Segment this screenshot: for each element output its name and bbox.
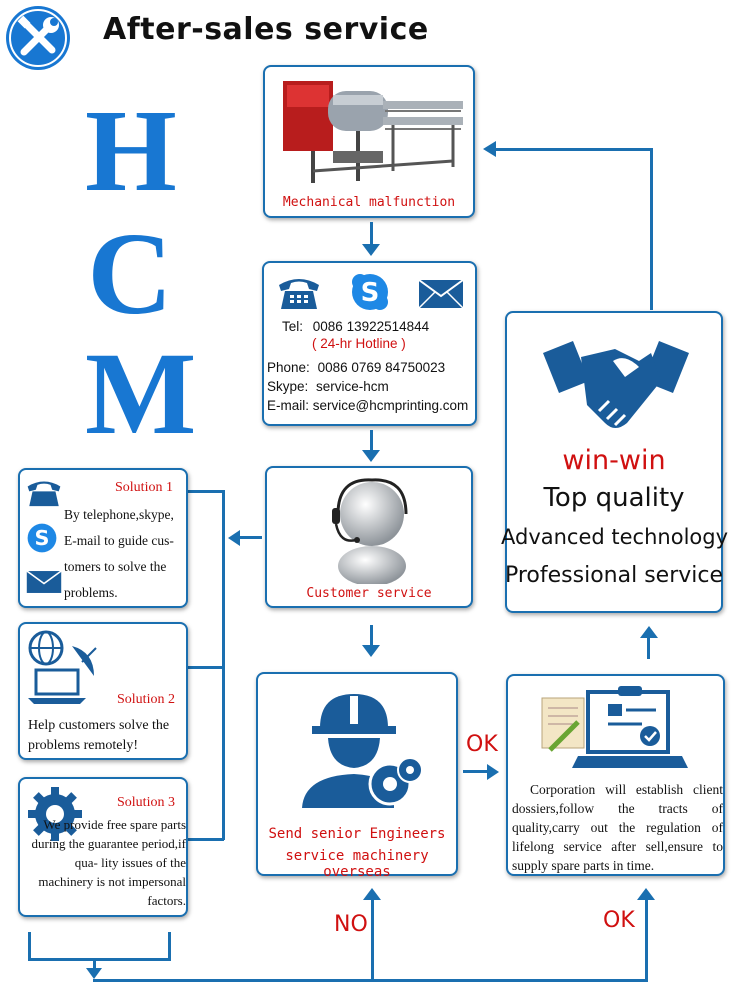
bracket-line: [188, 838, 224, 841]
winwin-line-3: Professional service: [504, 563, 723, 588]
solution-1-box: [18, 468, 188, 608]
laptop-checklist-icon: [538, 684, 698, 776]
telephone-icon: [277, 275, 321, 311]
telephone-icon: [26, 478, 62, 508]
engineers-line-2: service machinery overseas: [285, 848, 429, 880]
ok-label-bottom: OK: [603, 908, 635, 933]
phone-row: [267, 359, 445, 377]
corporation-box: [506, 674, 725, 876]
phone-label: Phone:: [267, 360, 310, 375]
flow-arrow-down-icon: [86, 968, 102, 979]
flow-arrow-shaft: [370, 430, 373, 452]
envelope-icon: [418, 279, 464, 309]
bracket-line: [188, 490, 224, 493]
winwin-line-2: Advanced technology: [501, 525, 729, 549]
flow-arrow-shaft: [463, 770, 489, 773]
flow-arrow-shaft: [370, 625, 373, 647]
tel-row: [282, 318, 429, 336]
svg-text:S: S: [360, 278, 380, 308]
solution-3-text: We provide free spare parts during the guarantee period,if qua- lity issues of the machinery is not impersonal factors.: [31, 817, 186, 908]
skype-row: [267, 378, 389, 396]
engineers-line-1: Send senior Engineers: [268, 826, 446, 842]
flow-arrow-shaft: [240, 536, 262, 539]
flow-arrow-down-icon: [362, 645, 380, 657]
bracket-line: [28, 932, 31, 960]
no-label: NO: [334, 912, 368, 937]
email-row: [267, 397, 468, 415]
hotline-text: ( 24-hr Hotline ): [312, 336, 406, 351]
envelope-icon: [26, 570, 62, 594]
flow-arrow-down-icon: [362, 244, 380, 256]
tel-label: Tel:: [282, 319, 304, 334]
solution-2-title: Solution 2: [117, 692, 175, 707]
flow-arrow-up-icon: [637, 888, 655, 900]
bracket-line: [168, 932, 171, 960]
solution-2-text: Help customers solve the problems remotely!: [28, 718, 170, 753]
skype-icon: [26, 522, 58, 554]
bracket-line: [188, 666, 224, 669]
customer-service-box: [265, 466, 473, 608]
flow-arrow-up-icon: [363, 888, 381, 900]
flow-arrow-left-icon: [483, 141, 496, 157]
solution-3-box: [18, 777, 188, 917]
flow-arrow-right-icon: [487, 764, 499, 780]
winwin-line-1: Top quality: [543, 483, 685, 513]
satellite-laptop-icon: [24, 628, 108, 706]
wrench-screwdriver-icon: [4, 4, 72, 72]
flow-arrow-shaft: [371, 900, 374, 982]
bracket-line: [222, 490, 225, 840]
engineers-box: [256, 672, 458, 880]
flow-arrow-shaft: [645, 900, 648, 982]
loop-line: [650, 148, 653, 310]
email-label: E-mail:: [267, 398, 310, 413]
brand-letter-m: M: [85, 328, 197, 459]
bracket-line: [28, 958, 171, 961]
solution-3-title: Solution 3: [117, 795, 175, 810]
customer-service-label: Customer service: [306, 586, 432, 601]
flow-arrow-left-icon: [228, 530, 240, 546]
skype-icon: [350, 272, 390, 312]
brand-letter-c: C: [87, 208, 173, 339]
email-value[interactable]: service@hcmprinting.com: [312, 398, 469, 413]
winwin-box: [501, 311, 729, 613]
skype-value[interactable]: service-hcm: [316, 379, 389, 394]
heat-press-machine-image: [273, 71, 467, 189]
solution-2-box: [18, 622, 188, 760]
malfunction-box: [263, 65, 475, 218]
handshake-icon: [543, 331, 689, 441]
flow-arrow-shaft: [647, 637, 650, 659]
loop-line: [496, 148, 653, 151]
winwin-title: win-win: [562, 445, 666, 476]
tel-value[interactable]: 0086 13922514844: [312, 319, 430, 334]
corporation-text: Corporation will establish client dossiers,follow the tracts of quality,carry out the regulation of lifelong service after sell,ensure to supply spare parts in time.: [512, 782, 723, 873]
contact-box: [262, 261, 477, 426]
phone-value[interactable]: 0086 0769 84750023: [317, 360, 446, 375]
page-title: After-sales service: [103, 12, 429, 47]
skype-label: Skype:: [267, 379, 309, 394]
support-operator-icon: [322, 474, 422, 584]
solution-1-title: Solution 1: [115, 480, 173, 495]
flow-arrow-down-icon: [362, 450, 380, 462]
brand-letter-h: H: [85, 85, 177, 216]
svg-text:S: S: [34, 526, 50, 551]
solution-1-text: By telephone,skype, E-mail to guide cus- tomers to solve the problems.: [64, 507, 174, 600]
engineer-gear-icon: [298, 688, 428, 818]
malfunction-label: Mechanical malfunction: [282, 195, 456, 210]
ok-label-middle: OK: [466, 732, 498, 757]
